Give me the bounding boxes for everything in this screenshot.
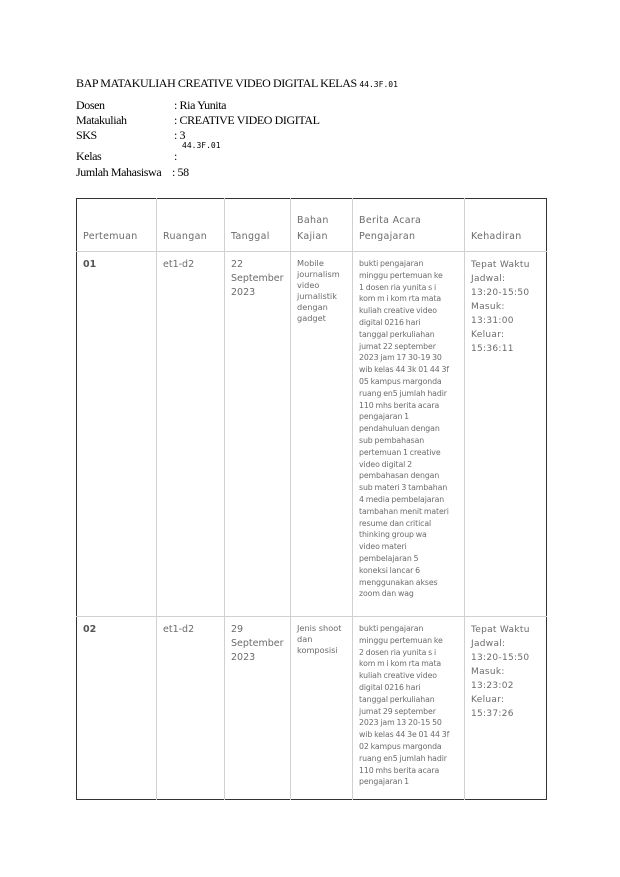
cell-kehadiran-line: 15:37:26 [471,709,514,719]
cell-kehadiran-line: Keluar: [471,330,505,340]
cell-berita-acara-line: kuliah creative video [359,306,437,316]
cell-berita-acara-line: resume dan critical [359,518,432,528]
cell-tanggal-line: September [231,273,284,284]
cell-bahan-kajian-line: Jenis shoot [297,623,342,633]
attendance-table [76,198,547,800]
cell-berita-acara-line: 1 dosen ria yunita s i [359,282,437,292]
cell-berita-acara-line: kuliah creative video [359,671,437,681]
cell-berita-acara-line: bukti pengajaran [359,624,424,633]
cell-bahan-kajian-line: jurnalistik [297,291,337,301]
cell-bahan-kajian-line: journalism [297,269,340,279]
cell-tanggal-line: 22 [231,259,244,270]
cell-tanggal-line: September [231,638,284,649]
cell-kehadiran-line: Tepat Waktu [471,260,530,270]
cell-kehadiran-line: 13:20-15:50 [471,653,530,663]
cell-berita-acara-line: 2 dosen ria yunita s i [359,647,437,657]
cell-berita-acara-line: pembahasan dengan [359,471,440,481]
dosen-label: Dosen [76,98,105,112]
cell-berita-acara-line: tanggal perkuliahan [359,694,435,704]
cell-kehadiran-line: 13:23:02 [471,681,514,691]
cell-pertemuan: 01 [77,252,157,617]
kelas-colon: : [174,149,177,163]
kelas-value: 44.3F.01 [182,141,221,150]
cell-berita-acara-line: pembelajaran 5 [359,553,419,563]
table-header-row [77,199,547,252]
cell-berita-acara-line: minggu pertemuan ke [359,270,443,280]
cell-kehadiran [465,252,547,617]
cell-berita-acara-line: thinking group wa [359,530,427,540]
cell-tanggal-line: 2023 [231,652,256,663]
cell-berita-acara-line: tambahan menit materi [359,506,449,516]
cell-berita-acara-line: sub materi 3 tambahan [359,483,448,493]
cell-berita-acara-line: 05 kampus margonda [359,376,442,386]
cell-berita-acara-line: digital 0216 hari [359,317,421,327]
cell-berita-acara-line: jumat 29 september [359,706,436,716]
cell-kehadiran-line: Masuk: [471,302,505,312]
cell-berita-acara-line: digital 0216 hari [359,682,421,692]
page-title [76,76,398,91]
table-row [77,617,547,800]
cell-berita-acara-line: pengajaran 1 [359,777,410,787]
cell-bahan-kajian-line: gadget [297,313,326,323]
cell-berita-acara-line: 4 media pembelajaran [359,494,445,504]
cell-berita-acara-line: pendahuluan dengan [359,424,440,434]
cell-kehadiran-line: Jadwal: [471,639,506,649]
cell-berita-acara-line: 2023 jam 17 30-19 30 [359,353,442,363]
cell-berita-acara-line: pengajaran 1 [359,412,410,422]
sks-value: : 3 [174,128,186,142]
cell-berita-acara-line: ruang en5 jumlah hadir [359,753,447,763]
cell-bahan-kajian [291,617,353,800]
cell-bahan-kajian-line: Mobile [297,258,324,268]
matakuliah-value: : CREATIVE VIDEO DIGITAL [174,113,320,127]
cell-tanggal [225,617,291,800]
jumlah-label: Jumlah Mahasiswa [76,165,162,179]
cell-berita-acara-line: kom m i kom rta mata [359,294,442,304]
header-tanggal: Tanggal [225,199,291,252]
sks-label: SKS [76,128,97,142]
cell-berita-acara-line: 110 mhs berita acara [359,765,440,775]
cell-tanggal-line: 29 [231,624,244,635]
cell-berita-acara [353,617,465,800]
header-pertemuan: Pertemuan [77,199,157,252]
cell-bahan-kajian-line: dengan [297,302,328,312]
cell-bahan-kajian-line: dan [297,634,313,644]
kelas-label: Kelas [76,149,102,163]
header-kajian-line: Kajian [297,231,328,242]
cell-kehadiran-line: Tepat Waktu [471,625,530,635]
cell-berita-acara-line: jumat 22 september [359,341,436,351]
cell-berita-acara-line: 2023 jam 13 20-15 50 [359,718,442,728]
header-bahan-line: Bahan [297,215,329,226]
cell-berita-acara-line: zoom dan wag [359,589,414,599]
cell-bahan-kajian-line: komposisi [297,645,338,655]
cell-pertemuan: 02 [77,617,157,800]
cell-kehadiran-line: Masuk: [471,667,505,677]
cell-berita-acara-line: bukti pengajaran [359,259,424,268]
cell-berita-acara-line: 110 mhs berita acara [359,400,440,410]
title-kelas-code: 44.3F.01 [359,80,398,89]
header-berita-acara [353,199,465,252]
matakuliah-label: Matakuliah [76,113,127,127]
cell-berita-acara-line: video materi [359,542,407,552]
cell-kehadiran [465,617,547,800]
cell-tanggal [225,252,291,617]
title-text: BAP MATAKULIAH CREATIVE VIDEO DIGITAL KELAS [76,76,357,90]
table-row [77,252,547,617]
cell-ruangan: et1-d2 [157,617,225,800]
header-berita-line: Berita Acara [359,215,422,226]
cell-berita-acara-line: koneksi lancar 6 [359,565,420,575]
cell-kehadiran-line: 13:31:00 [471,316,514,326]
cell-berita-acara [353,252,465,617]
header-kehadiran: Kehadiran [465,199,547,252]
header-ruangan: Ruangan [157,199,225,252]
cell-berita-acara-line: tanggal perkuliahan [359,329,435,339]
cell-berita-acara-line: menggunakan akses [359,577,438,587]
cell-tanggal-line: 2023 [231,287,256,298]
header-bahan-kajian [291,199,353,252]
cell-berita-acara-line: 02 kampus margonda [359,741,442,751]
cell-berita-acara-line: wib kelas 44 3e 01 44 3f [359,730,450,740]
cell-kehadiran-line: Jadwal: [471,274,506,284]
cell-bahan-kajian-line: video [297,280,320,290]
header-pengajaran-line: Pengajaran [359,231,416,242]
cell-berita-acara-line: ruang en5 jumlah hadir [359,388,447,398]
cell-bahan-kajian [291,252,353,617]
cell-berita-acara-line: minggu pertemuan ke [359,635,443,645]
cell-berita-acara-line: wib kelas 44 3k 01 44 3f [359,365,449,375]
cell-berita-acara-line: sub pembahasan [359,435,425,445]
cell-kehadiran-line: 15:36:11 [471,344,514,354]
cell-ruangan: et1-d2 [157,252,225,617]
cell-kehadiran-line: Keluar: [471,695,505,705]
cell-berita-acara-line: video digital 2 [359,459,412,469]
jumlah-value: : 58 [172,165,189,179]
cell-berita-acara-line: pertemuan 1 creative [359,447,441,457]
dosen-value: : Ria Yunita [174,98,227,112]
cell-kehadiran-line: 13:20-15:50 [471,288,530,298]
cell-berita-acara-line: kom m i kom rta mata [359,659,442,669]
